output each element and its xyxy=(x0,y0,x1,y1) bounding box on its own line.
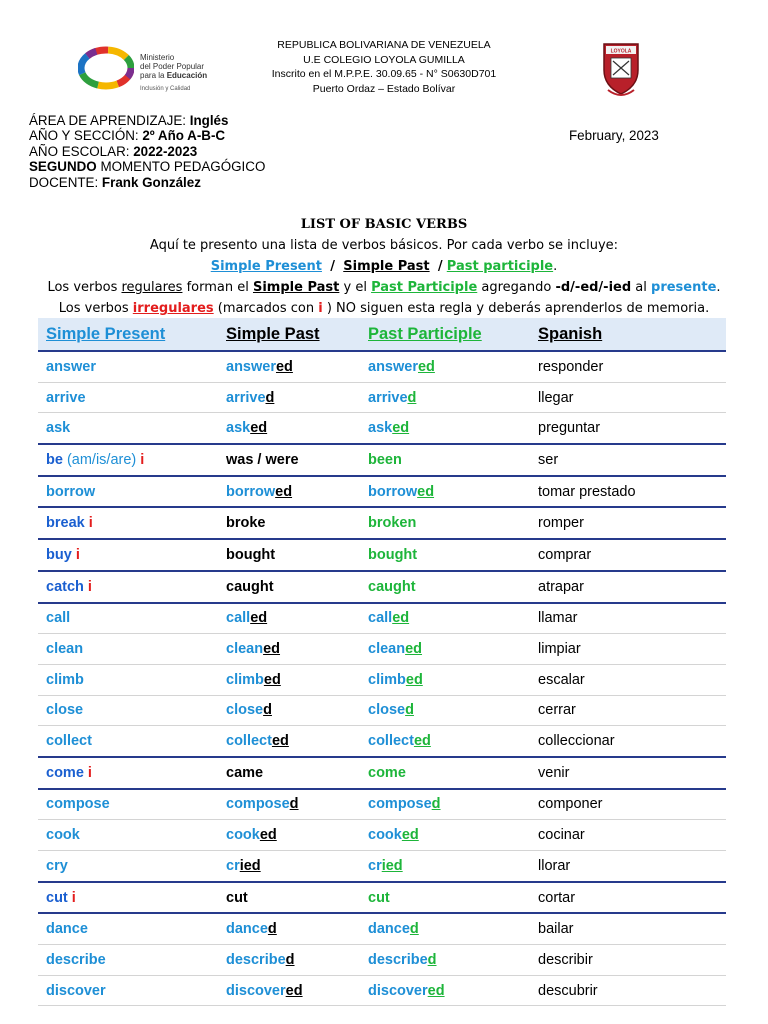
cell-past-participle xyxy=(360,444,530,476)
moment-rest: MOMENTO PEDAGÓGICO xyxy=(96,159,266,175)
rule-presente: presente xyxy=(651,280,717,295)
verb-spanish: limpiar xyxy=(538,641,581,658)
verb-spanish: preguntar xyxy=(538,420,601,437)
verb-base: break xyxy=(46,515,85,532)
verb-spanish: responder xyxy=(538,358,604,375)
cell-spanish xyxy=(530,913,726,944)
table-row xyxy=(38,351,726,382)
cell-spanish xyxy=(530,444,726,476)
cell-simple-present xyxy=(38,820,218,851)
verb-base: ask xyxy=(46,420,71,437)
verb-past-suffix: d xyxy=(265,389,275,406)
intro xyxy=(0,214,768,319)
verb-participle-suffix: d xyxy=(407,389,417,406)
ministry-line2: del Poder Popular xyxy=(140,62,205,71)
table-row xyxy=(38,726,726,757)
verb-participle-stem: discover xyxy=(368,982,428,999)
verb-participle-suffix: ed xyxy=(405,641,423,658)
cell-spanish xyxy=(530,851,726,882)
verb-past: came xyxy=(226,764,264,781)
verb-base: clean xyxy=(46,641,84,658)
cell-past-participle xyxy=(360,603,530,634)
verb-past-suffix: d xyxy=(267,921,277,938)
verb-participle-stem: answer xyxy=(368,358,418,375)
moment-row xyxy=(29,159,265,174)
verb-participle-stem: close xyxy=(368,702,406,719)
verb-participle-stem: cook xyxy=(368,827,402,844)
rule-text: Los verbos xyxy=(58,301,133,316)
verb-past: broke xyxy=(226,515,266,532)
verb-past-suffix: ed xyxy=(250,420,268,437)
irregular-mark: i xyxy=(87,578,92,595)
school-line-4: Puerto Ordaz – Estado Bolívar xyxy=(312,82,456,95)
verb-past: caught xyxy=(226,578,274,595)
cell-simple-past xyxy=(218,851,360,882)
verb-spanish: escalar xyxy=(538,671,585,688)
verb-participle-suffix: d xyxy=(405,702,414,719)
ministry-tagline: Inclusión y Calidad xyxy=(140,86,191,92)
header-spanish xyxy=(530,318,726,351)
cell-simple-present xyxy=(38,413,218,444)
verb-participle-suffix: d xyxy=(431,796,441,813)
verb-spanish: bailar xyxy=(538,921,574,938)
verb-participle: bought xyxy=(368,546,418,563)
cell-simple-present xyxy=(38,913,218,944)
intro-irregular-rule xyxy=(0,298,768,319)
form-past-participle: Past participle xyxy=(446,259,554,274)
verbs-table xyxy=(38,318,726,1006)
verb-past-suffix: ed xyxy=(259,827,277,844)
verb-past-suffix: ied xyxy=(239,857,261,874)
cell-past-participle xyxy=(360,851,530,882)
verb-base: close xyxy=(46,702,84,719)
table-row xyxy=(38,945,726,976)
cell-past-participle xyxy=(360,975,530,1006)
rule-regulares: regulares xyxy=(121,280,183,295)
verb-past-stem: borrow xyxy=(226,483,276,500)
cell-simple-past xyxy=(218,571,360,603)
verb-participle-suffix: ed xyxy=(405,671,423,688)
verb-past-suffix: ed xyxy=(263,641,281,658)
rule-simple-past: Simple Past xyxy=(252,280,340,295)
cell-past-participle xyxy=(360,351,530,382)
list-title: LIST OF BASIC VERBS xyxy=(300,217,468,232)
school-year-label: AÑO ESCOLAR: xyxy=(29,143,134,159)
rule-text: agregando xyxy=(477,280,556,295)
header-label: Spanish xyxy=(538,324,603,343)
verb-participle-suffix: d xyxy=(409,921,419,938)
verb-past-stem: describe xyxy=(226,951,286,968)
cell-simple-past xyxy=(218,664,360,695)
verb-participle-stem: cr xyxy=(368,857,382,874)
cell-spanish xyxy=(530,695,726,726)
verb-base: climb xyxy=(46,671,84,688)
verb-past: bought xyxy=(226,546,276,563)
verb-past-stem: answer xyxy=(226,358,276,375)
table-row xyxy=(38,571,726,603)
cell-simple-present xyxy=(38,757,218,789)
verb-base: cut xyxy=(46,889,68,906)
verb-spanish: descubrir xyxy=(538,982,598,999)
verb-base: describe xyxy=(46,951,106,968)
cell-spanish xyxy=(530,603,726,634)
verb-base: cry xyxy=(46,857,68,874)
rule-irregulares: irregulares xyxy=(132,301,214,316)
cell-spanish xyxy=(530,945,726,976)
cell-past-participle xyxy=(360,476,530,508)
cell-past-participle xyxy=(360,945,530,976)
cell-simple-past xyxy=(218,820,360,851)
cell-spanish xyxy=(530,507,726,539)
table-header-row xyxy=(38,318,726,351)
table-row xyxy=(38,413,726,444)
school-line-3: Inscrito en el M.P.P.E. 30.09.65 - N° S0630D701 xyxy=(271,68,497,80)
cell-simple-past xyxy=(218,539,360,571)
cell-simple-past xyxy=(218,695,360,726)
rule-text: . xyxy=(716,280,721,295)
cell-past-participle xyxy=(360,571,530,603)
verb-participle: come xyxy=(368,764,406,781)
header-label: Simple Past xyxy=(226,324,320,343)
irregular-mark: i xyxy=(87,764,92,781)
year-label: AÑO Y SECCIÓN: xyxy=(29,128,143,144)
cell-simple-present xyxy=(38,571,218,603)
verb-past-stem: close xyxy=(226,702,264,719)
verb-past-stem: ask xyxy=(226,420,251,437)
verb-base: borrow xyxy=(46,483,96,500)
cell-simple-present xyxy=(38,476,218,508)
verb-spanish: cortar xyxy=(538,889,576,906)
school-heading xyxy=(0,38,768,96)
verb-spanish: colleccionar xyxy=(538,733,615,750)
intro-forms xyxy=(0,256,768,277)
cell-spanish xyxy=(530,382,726,413)
moment-bold: SEGUNDO xyxy=(29,159,97,175)
form-dot: . xyxy=(553,259,558,274)
table-row xyxy=(38,539,726,571)
cell-simple-past xyxy=(218,351,360,382)
verb-past: was / were xyxy=(226,451,299,468)
verb-base: answer xyxy=(46,358,96,375)
cell-simple-present xyxy=(38,789,218,820)
rule-irregular-mark: i xyxy=(318,301,323,316)
verb-spanish: llegar xyxy=(538,389,574,406)
verb-past-stem: collect xyxy=(226,733,272,750)
header-simple-past xyxy=(218,318,360,351)
rule-text: Los verbos xyxy=(47,280,122,295)
verb-participle-stem: arrive xyxy=(368,389,408,406)
table-row xyxy=(38,382,726,413)
ministry-line3-bold: Educación xyxy=(166,71,208,80)
cell-past-participle xyxy=(360,789,530,820)
verb-spanish: comprar xyxy=(538,546,592,563)
cell-simple-present xyxy=(38,975,218,1006)
area-value: Inglés xyxy=(189,113,229,128)
rule-suffixes: -d/-ed/-ied xyxy=(555,280,632,295)
verb-past-stem: arrive xyxy=(226,389,266,406)
verb-participle: caught xyxy=(368,578,416,595)
cell-past-participle xyxy=(360,820,530,851)
cell-past-participle xyxy=(360,695,530,726)
verb-participle-suffix: ed xyxy=(401,827,419,844)
verb-spanish: cerrar xyxy=(538,702,576,719)
cell-simple-past xyxy=(218,382,360,413)
verb-participle-suffix: ied xyxy=(381,857,403,874)
verb-participle-suffix: ed xyxy=(392,610,410,627)
verb-past-suffix: ed xyxy=(250,610,268,627)
form-sep-1: / xyxy=(330,259,335,274)
table-row xyxy=(38,789,726,820)
verb-past-suffix: d xyxy=(289,796,299,813)
cell-spanish xyxy=(530,476,726,508)
verb-spanish: llamar xyxy=(538,610,578,627)
irregular-mark: i xyxy=(75,546,80,563)
table-row xyxy=(38,634,726,665)
cell-simple-past xyxy=(218,913,360,944)
verb-past-stem: climb xyxy=(226,671,264,688)
verb-base: be xyxy=(46,451,63,468)
irregular-mark: i xyxy=(88,515,93,532)
verb-past-stem: discover xyxy=(226,982,286,999)
cell-simple-past xyxy=(218,975,360,1006)
table-row xyxy=(38,882,726,914)
ministry-line1: Ministerio xyxy=(140,53,175,62)
header-label: Simple Present xyxy=(46,324,166,343)
cell-past-participle xyxy=(360,757,530,789)
verb-spanish: venir xyxy=(538,764,570,781)
verb-past-suffix: ed xyxy=(285,982,303,999)
cell-spanish xyxy=(530,975,726,1006)
cell-simple-past xyxy=(218,603,360,634)
rule-text: forman el xyxy=(182,280,253,295)
verb-past-stem: call xyxy=(226,610,251,627)
cell-spanish xyxy=(530,820,726,851)
cell-simple-past xyxy=(218,413,360,444)
table-row xyxy=(38,507,726,539)
teacher-value: Frank González xyxy=(101,174,201,190)
table-row xyxy=(38,444,726,476)
cell-simple-present xyxy=(38,726,218,757)
cell-simple-present xyxy=(38,444,218,476)
verb-base: buy xyxy=(46,546,72,563)
verb-participle-stem: call xyxy=(368,610,393,627)
school-year-value: 2022-2023 xyxy=(133,143,198,159)
rule-text: ) NO siguen esta regla y deberás aprenderlos de memoria. xyxy=(322,301,710,316)
cell-past-participle xyxy=(360,539,530,571)
verb-past-stem: clean xyxy=(226,641,264,658)
verb-past-suffix: ed xyxy=(271,733,289,750)
verb-participle-stem: borrow xyxy=(368,483,418,500)
form-simple-past: Simple Past xyxy=(343,259,430,274)
verb-participle-suffix: ed xyxy=(417,483,435,500)
verb-participle-stem: climb xyxy=(368,671,406,688)
cell-simple-past xyxy=(218,945,360,976)
cell-spanish xyxy=(530,726,726,757)
form-sep-2: / xyxy=(437,259,443,274)
year-row xyxy=(29,128,265,143)
cell-past-participle xyxy=(360,382,530,413)
verb-spanish: llorar xyxy=(538,857,571,874)
form-simple-present: Simple Present xyxy=(210,259,322,274)
verb-base: come xyxy=(46,764,84,781)
area-label: ÁREA DE APRENDIZAJE: xyxy=(29,113,190,128)
verb-participle: broken xyxy=(368,515,417,532)
header-simple-present xyxy=(38,318,218,351)
teacher-row xyxy=(29,175,265,190)
verb-past: cut xyxy=(226,889,248,906)
area-row xyxy=(29,113,265,128)
verb-spanish: romper xyxy=(538,515,584,532)
school-year-row xyxy=(29,144,265,159)
cell-past-participle xyxy=(360,664,530,695)
verb-participle-stem: collect xyxy=(368,733,414,750)
verb-past-stem: dance xyxy=(226,921,268,938)
shield-text: LOYOLA xyxy=(610,48,632,55)
verb-spanish: atrapar xyxy=(538,578,584,595)
cell-past-participle xyxy=(360,882,530,914)
verb-participle-suffix: d xyxy=(427,951,437,968)
teacher-label: DOCENTE: xyxy=(29,174,102,190)
verb-base: collect xyxy=(46,733,92,750)
cell-simple-past xyxy=(218,634,360,665)
cell-simple-present xyxy=(38,882,218,914)
header-label: Past Participle xyxy=(368,324,482,343)
rule-past-participle: Past Participle xyxy=(371,280,478,295)
verb-participle-stem: describe xyxy=(368,951,428,968)
verb-participle: been xyxy=(368,451,402,468)
table-row xyxy=(38,476,726,508)
cell-simple-past xyxy=(218,476,360,508)
verb-base: compose xyxy=(46,796,110,813)
cell-spanish xyxy=(530,351,726,382)
rule-text: y el xyxy=(339,280,372,295)
cell-simple-present xyxy=(38,851,218,882)
be-forms: (am/is/are) xyxy=(66,451,137,468)
verb-base: dance xyxy=(46,921,88,938)
cell-spanish xyxy=(530,413,726,444)
verb-spanish: ser xyxy=(538,451,559,468)
cell-simple-present xyxy=(38,945,218,976)
cell-spanish xyxy=(530,634,726,665)
verb-participle: cut xyxy=(368,889,390,906)
irregular-mark: i xyxy=(140,451,145,468)
verb-spanish: cocinar xyxy=(538,827,585,844)
verb-past-suffix: ed xyxy=(275,358,293,375)
verb-base: arrive xyxy=(46,389,86,406)
cell-past-participle xyxy=(360,913,530,944)
verb-participle-suffix: ed xyxy=(427,982,445,999)
verb-participle-stem: compose xyxy=(368,796,432,813)
cell-past-participle xyxy=(360,507,530,539)
verb-past-suffix: ed xyxy=(263,671,281,688)
verb-participle-stem: dance xyxy=(368,921,410,938)
rule-text: (marcados con xyxy=(213,301,319,316)
cell-simple-past xyxy=(218,882,360,914)
school-line-1: REPUBLICA BOLIVARIANA DE VENEZUELA xyxy=(277,39,491,51)
verb-base: cook xyxy=(46,827,80,844)
verb-participle-suffix: ed xyxy=(413,733,431,750)
rule-text: al xyxy=(631,280,652,295)
cell-past-participle xyxy=(360,413,530,444)
cell-spanish xyxy=(530,757,726,789)
verb-past-suffix: d xyxy=(263,702,272,719)
cell-simple-present xyxy=(38,382,218,413)
intro-line-1: Aquí te presento una lista de verbos básicos. Por cada verbo se incluye: xyxy=(149,238,619,253)
verb-participle-suffix: ed xyxy=(417,358,435,375)
verb-spanish: tomar prestado xyxy=(538,483,636,500)
verb-past-stem: cook xyxy=(226,827,260,844)
table-row xyxy=(38,820,726,851)
verb-participle-suffix: ed xyxy=(392,420,410,437)
cell-simple-past xyxy=(218,726,360,757)
verb-participle-stem: clean xyxy=(368,641,406,658)
table-row xyxy=(38,851,726,882)
verb-base: discover xyxy=(46,982,106,999)
year-value: 2º Año A-B-C xyxy=(142,128,226,144)
verb-spanish: describir xyxy=(538,951,593,968)
verb-base: catch xyxy=(46,578,84,595)
table-row xyxy=(38,603,726,634)
school-shield-icon xyxy=(600,40,642,100)
cell-simple-present xyxy=(38,507,218,539)
cell-simple-past xyxy=(218,444,360,476)
verb-past-stem: cr xyxy=(226,857,240,874)
table-row xyxy=(38,757,726,789)
cell-simple-present xyxy=(38,664,218,695)
cell-simple-present xyxy=(38,603,218,634)
verb-past-suffix: ed xyxy=(275,483,293,500)
course-info xyxy=(29,113,265,190)
cell-past-participle xyxy=(360,634,530,665)
table-row xyxy=(38,975,726,1006)
ministry-line3-prefix: para la xyxy=(140,71,167,80)
header-past-participle xyxy=(360,318,530,351)
document-date: February, 2023 xyxy=(569,128,659,143)
cell-spanish xyxy=(530,664,726,695)
cell-simple-past xyxy=(218,507,360,539)
verb-spanish: componer xyxy=(538,796,603,813)
intro-regular-rule xyxy=(0,277,768,298)
verb-participle-stem: ask xyxy=(368,420,393,437)
verb-base: call xyxy=(46,610,71,627)
verb-past-suffix: d xyxy=(285,951,295,968)
table-row xyxy=(38,913,726,944)
table-row xyxy=(38,664,726,695)
cell-spanish xyxy=(530,571,726,603)
table-row xyxy=(38,695,726,726)
cell-simple-present xyxy=(38,695,218,726)
cell-spanish xyxy=(530,882,726,914)
cell-simple-present xyxy=(38,539,218,571)
school-line-2: U.E COLEGIO LOYOLA GUMILLA xyxy=(303,53,465,66)
cell-spanish xyxy=(530,789,726,820)
verb-past-stem: compose xyxy=(226,796,290,813)
irregular-mark: i xyxy=(71,889,76,906)
cell-spanish xyxy=(530,539,726,571)
cell-simple-past xyxy=(218,789,360,820)
cell-simple-past xyxy=(218,757,360,789)
cell-simple-present xyxy=(38,351,218,382)
cell-simple-present xyxy=(38,634,218,665)
cell-past-participle xyxy=(360,726,530,757)
